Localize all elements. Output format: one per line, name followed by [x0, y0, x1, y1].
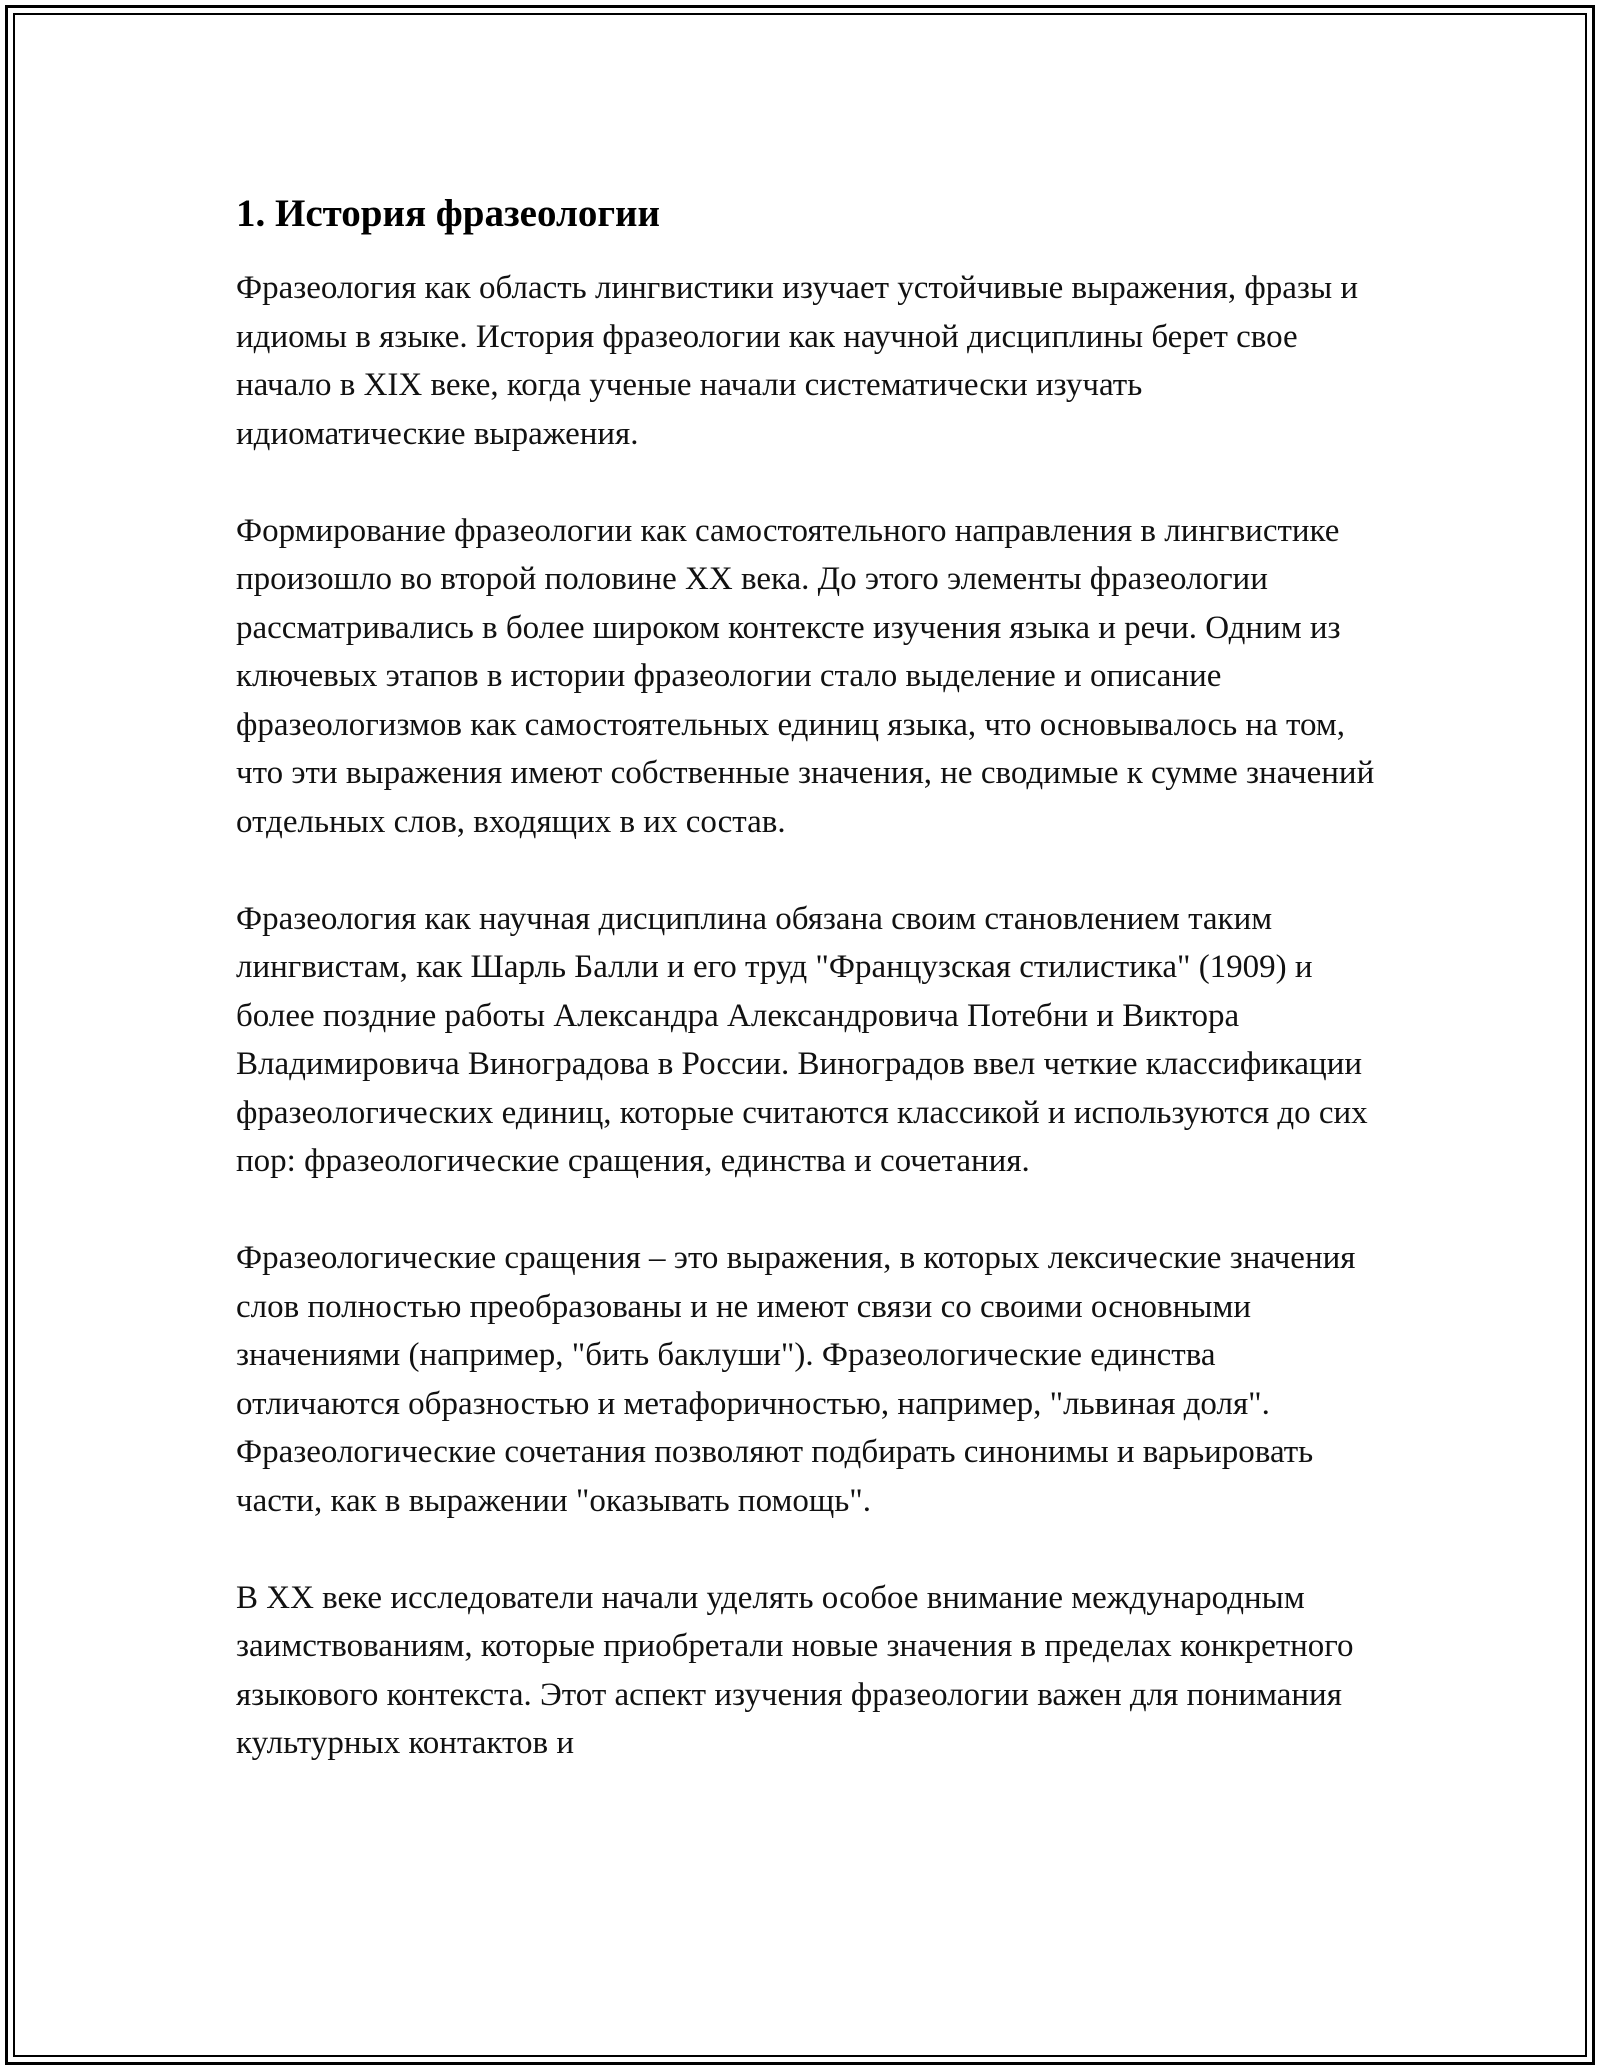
document-body — [236, 188, 1376, 1816]
paragraph-2: Формирование фразеологии как самостоятельного направления в лингвистике произошло во второй половине XX века. До этого элементы фразеологии рассматривались в более широком контексте изучения языка и речи. Одним из ключевых этапов в истории фразеологии стало выделение и описание фразеологизмов как самостоятельных единиц языка, что основывалось на том, что эти выражения имеют собственные значения, не сводимые к сумме значений отдельных слов, входящих в их состав. — [236, 512, 1375, 840]
section-heading: 1. История фразеологии — [236, 192, 660, 235]
paragraph-3: Фразеология как научная дисциплина обязана своим становлением таким лингвистам, как Шарль Балли и его труд "Французская стилистика" (1909) и более поздние работы Александра Александровича Потебни и Виктора Владимировича Виноградова в России. Виноградов ввел четкие классификации фразеологических единиц, которые считаются классикой и используются до сих пор: фразеологические сращения, единства и сочетания. — [236, 900, 1368, 1179]
paragraph-4: Фразеологические сращения – это выражения, в которых лексические значения слов полностью преобразованы и не имеют связи со своими основными значениями (например, "бить баклуши"). Фразеологические единства отличаются образностью и метафоричностью, например, "львиная доля". Фразеологические сочетания позволяют подбирать синонимы и варьировать части, как в выражении "оказывать помощь". — [236, 1240, 1356, 1519]
paragraph-5: В XX веке исследователи начали уделять особое внимание международным заимствованиям, которые приобретали новые значения в пределах конкретного языкового контекста. Этот аспект изучения фразеологии важен для понимания культурных контактов и — [236, 1579, 1354, 1761]
paragraph-1: Фразеология как область лингвистики изучает устойчивые выражения, фразы и идиомы в языке. История фразеологии как научной дисциплины берет свое начало в XIX веке, когда ученые начали систематически изучать идиоматические выражения. — [236, 270, 1359, 452]
